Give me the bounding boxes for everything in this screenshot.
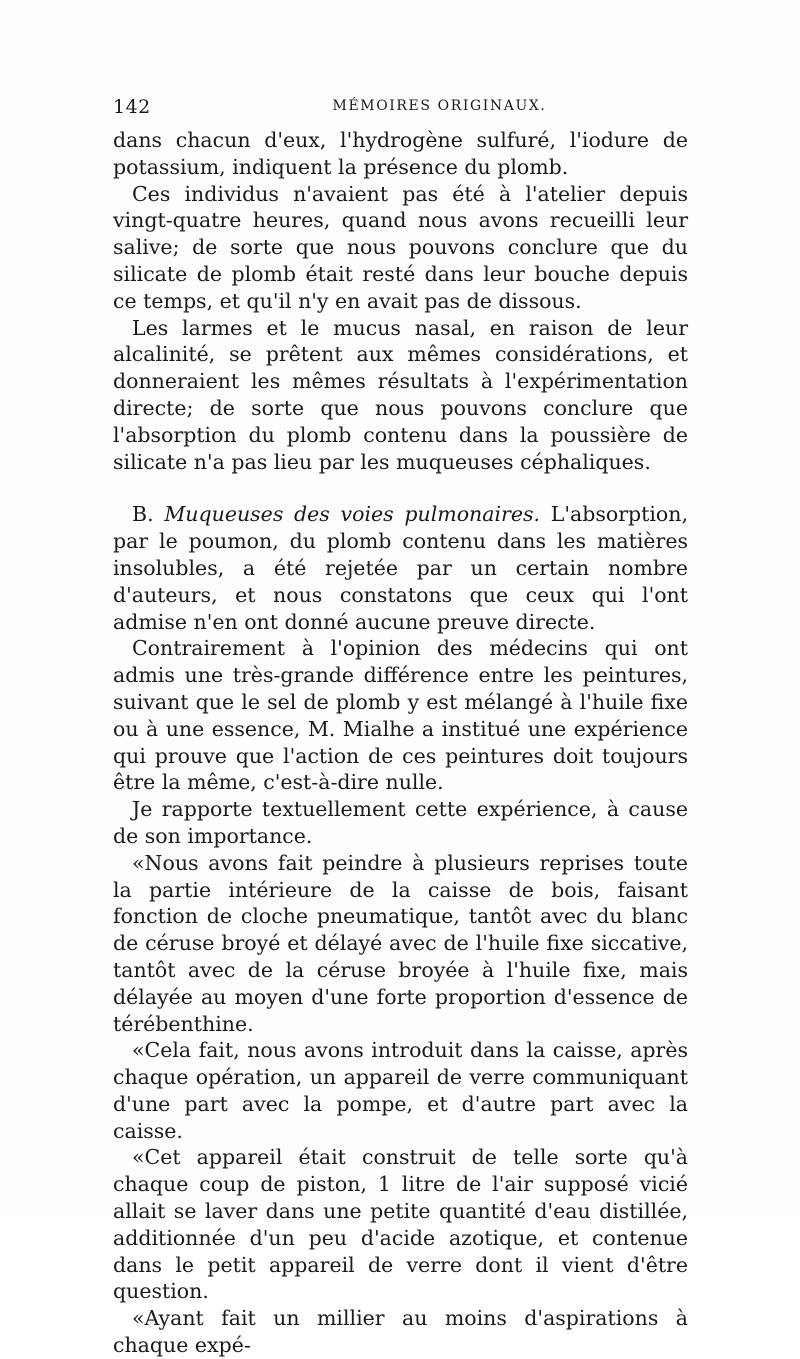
paragraph: Contrairement à l'opinion des médecins qui ont admis une très-grande différence entre les peintures, suivant que le sel de plomb y est mélangé à l'huile fixe ou à une essence, M. Mialhe a institué une expérience qui prouve que l'action de ces peintures doit toujours être la même, c'est-à-dire nulle. bbox=[113, 636, 688, 795]
paragraph: Je rapporte textuellement cette expérience, à cause de son importance. bbox=[113, 797, 688, 848]
running-title: MÉMOIRES ORIGINAUX. bbox=[332, 98, 547, 114]
page-number: 142 bbox=[113, 96, 151, 118]
quoted-paragraph: «Ayant fait un millier au moins d'aspirations à chaque expé- bbox=[113, 1306, 688, 1358]
paragraph: Les larmes et le mucus nasal, en raison de leur alcalinité, se prêtent aux mêmes considérations, et donneraient les mêmes résultats à l'expérimentation directe; de sorte que nous pouvons conclure que l'absorption du plomb contenu dans la poussière de silicate n'a pas lieu par les muqueuses céphaliques. bbox=[113, 315, 688, 474]
page-header bbox=[113, 96, 686, 122]
body-text bbox=[113, 127, 688, 1359]
paragraph: Ces individus n'avaient pas été à l'atelier depuis vingt-quatre heures, quand nous avons recueilli leur salive; de sorte que nous pouvons conclure que du silicate de plomb était resté dans leur bouche depuis ce temps, et qu'il n'y en avait pas de dissous. bbox=[113, 181, 688, 313]
quoted-paragraph: «Cet appareil était construit de telle sorte qu'à chaque coup de piston, 1 litre de l'air supposé vicié allait se laver dans une petite quantité d'eau distillée, additionnée d'un peu d'acide azotique, et contenue dans le petit appareil de verre dont il vient d'être question. bbox=[113, 1145, 688, 1304]
section-b-paragraph bbox=[113, 501, 688, 635]
paragraph: dans chacun d'eux, l'hydrogène sulfuré, l'iodure de potassium, indiquent la présence du plomb. bbox=[113, 128, 688, 179]
quoted-paragraph: «Cela fait, nous avons introduit dans la caisse, après chaque opération, un appareil de verre communiquant d'une part avec la pompe, et d'autre part avec la caisse. bbox=[113, 1038, 688, 1143]
section-label: B. bbox=[132, 502, 154, 527]
section-text: L'absorption, par le poumon, du plomb contenu dans les matières insolubles, a été rejetée par un certain nombre d'auteurs, et nous constatons que ceux qui l'ont admise n'en ont donné aucune preuve directe. bbox=[113, 502, 688, 634]
section-title: Muqueuses des voies pulmonaires. bbox=[164, 502, 541, 527]
quoted-paragraph: «Nous avons fait peindre à plusieurs reprises toute la partie intérieure de la caisse de bois, faisant fonction de cloche pneumatique, tantôt avec du blanc de céruse broyé et délayé avec de l'huile fixe siccative, tantôt avec de la céruse broyée à l'huile fixe, mais délayée au moyen d'une forte proportion d'essence de térébenthine. bbox=[113, 850, 688, 1036]
